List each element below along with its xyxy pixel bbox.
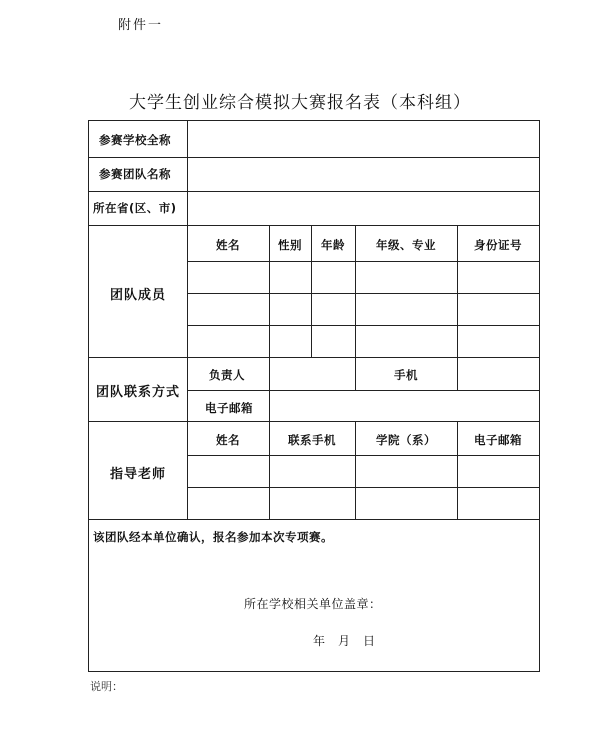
label-column-divider [187,225,188,519]
advisor-header-college: 学院（系） [376,433,436,447]
school-full-name-label: 参赛学校全称 [99,133,171,147]
leader-label: 负责人 [209,368,245,382]
seal-label: 所在学校相关单位盖章： [244,597,382,611]
team-members-label: 团队成员 [110,288,167,303]
row-divider [89,191,539,192]
member-header-grade-major: 年级、专业 [376,238,436,252]
row-divider [89,519,539,520]
registration-form [88,120,540,672]
team-contact-label: 团队联系方式 [96,385,181,400]
contact-row-divider [187,390,539,391]
contact-column-divider [269,390,270,421]
date-label: 年 月 日 [313,634,376,648]
note-label: 说明： [90,680,123,693]
advisor-header-phone: 联系手机 [288,433,336,447]
advisor-header-name: 姓名 [216,433,240,447]
advisor-header-email: 电子邮箱 [474,433,522,447]
row-divider [89,225,539,226]
member-row-divider [187,261,539,262]
member-header-gender: 性别 [278,238,302,252]
advisor-row-divider [187,455,539,456]
team-name-label: 参赛团队名称 [99,167,171,181]
advisor-label: 指导老师 [110,467,167,482]
member-row-divider [187,293,539,294]
attachment-label: 附件一 [118,18,164,33]
confirmation-text: 该团队经本单位确认，报名参加本次专项赛。 [93,530,333,544]
row-divider [89,421,539,422]
member-row-divider [187,325,539,326]
row-divider [89,157,539,158]
member-header-id-number: 身份证号 [474,238,522,252]
member-header-name: 姓名 [216,238,240,252]
advisor-row-divider [187,487,539,488]
row-divider [89,357,539,358]
member-header-age: 年龄 [321,238,345,252]
email-label: 电子邮箱 [205,401,253,415]
province-label: 所在省(区、市) [93,201,177,215]
form-title: 大学生创业综合模拟大赛报名表（本科组） [129,93,471,113]
phone-label: 手机 [394,368,418,382]
contact-column-divider [269,357,270,390]
contact-column-divider [457,357,458,390]
label-column-divider [187,121,188,225]
